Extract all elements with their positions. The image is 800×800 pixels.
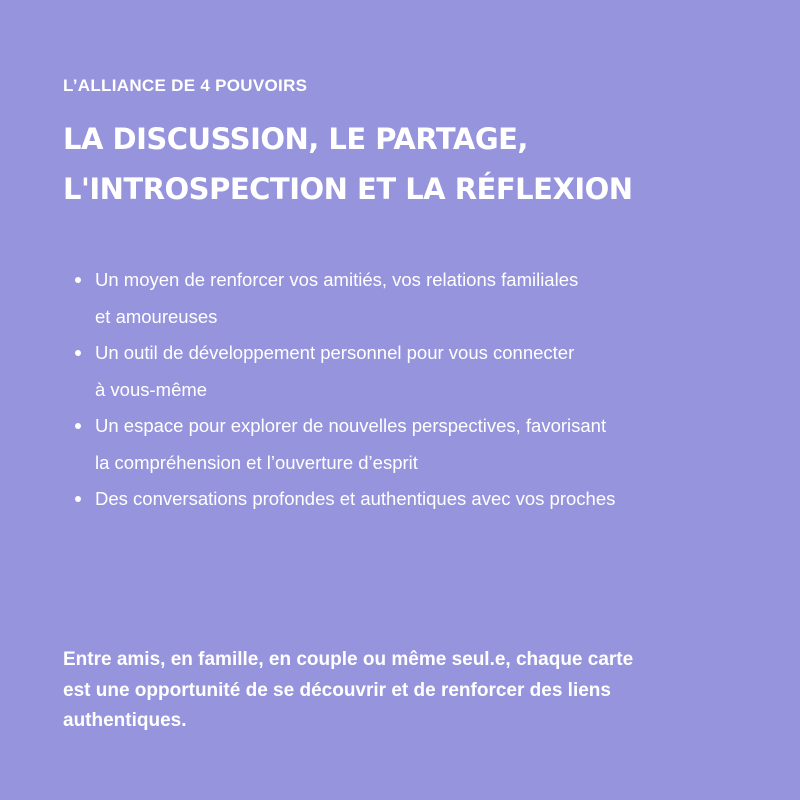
- bullet-dot-icon: [75, 350, 81, 356]
- bullet-dot-icon: [75, 423, 81, 429]
- list-item-line: Un espace pour explorer de nouvelles perspectives, favorisant: [95, 415, 607, 436]
- list-item-line: et amoureuses: [95, 305, 218, 327]
- benefits-list: [75, 262, 765, 518]
- list-item-line: Un moyen de renforcer vos amitiés, vos relations familiales: [95, 269, 579, 290]
- closing-line: Entre amis, en famille, en couple ou même seul.e, chaque carte: [63, 649, 634, 670]
- list-item: [75, 481, 765, 518]
- eyebrow-title: L’ALLIANCE DE 4 POUVOIRS: [63, 76, 308, 95]
- closing-line: est une opportunité de se découvrir et de renforcer des liens: [63, 679, 611, 701]
- list-item-line: Des conversations profondes et authentiques avec vos proches: [95, 488, 616, 509]
- list-item: [75, 262, 765, 335]
- list-item-line: Un outil de développement personnel pour vous connecter: [95, 342, 575, 363]
- list-item-line: à vous-même: [95, 378, 208, 400]
- bullet-dot-icon: [75, 496, 81, 502]
- list-item: [75, 335, 765, 408]
- headline-line: L'INTROSPECTION ET LA RÉFLEXION: [63, 172, 633, 206]
- list-item: [75, 408, 765, 481]
- closing-paragraph: [63, 645, 763, 737]
- headline-line: LA DISCUSSION, LE PARTAGE,: [63, 122, 528, 156]
- headline: [63, 114, 763, 214]
- closing-line: authentiques.: [63, 710, 187, 731]
- list-item-line: la compréhension et l’ouverture d’esprit: [95, 451, 418, 473]
- bullet-dot-icon: [75, 277, 81, 283]
